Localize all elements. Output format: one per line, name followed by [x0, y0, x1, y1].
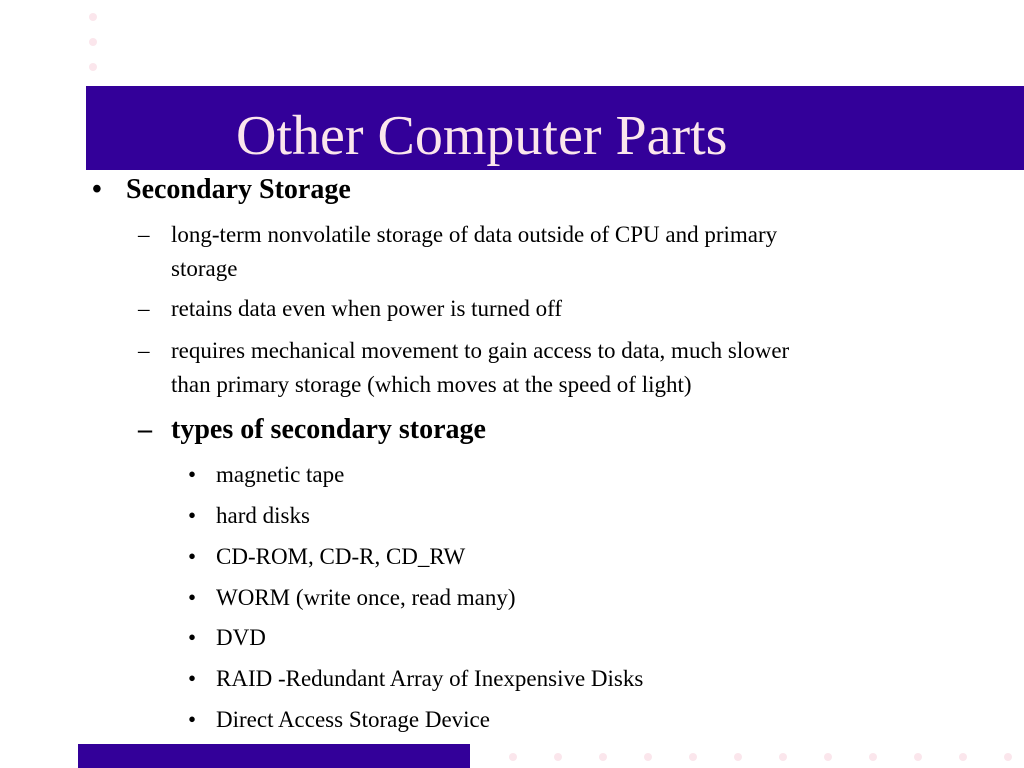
decorative-dot — [734, 753, 742, 761]
decorative-dot — [914, 753, 922, 761]
decorative-dot — [89, 38, 97, 46]
decorative-dot — [89, 13, 97, 21]
storage-type-item: magnetic tape — [216, 462, 345, 487]
decorative-dot — [554, 753, 562, 761]
bullet-glyph: • — [188, 666, 197, 691]
storage-type-item: CD-ROM, CD-R, CD_RW — [216, 544, 466, 569]
storage-type-item: hard disks — [216, 503, 310, 528]
decorative-dot — [779, 753, 787, 761]
sub-item-text: long-term nonvolatile storage of data outside of CPU and primary — [171, 222, 778, 247]
sub-item-text: than primary storage (which moves at the speed of light) — [171, 372, 692, 397]
decorative-dot — [89, 63, 97, 71]
dash-glyph: – — [138, 296, 150, 321]
decorative-dot — [689, 753, 697, 761]
decorative-dot — [824, 753, 832, 761]
sub-item-text: storage — [171, 256, 238, 281]
bullet-glyph: • — [188, 707, 197, 732]
decorative-dot — [869, 753, 877, 761]
sub-item-text: requires mechanical movement to gain access to data, much slower — [171, 338, 790, 363]
decorative-dot — [509, 753, 517, 761]
bullet-glyph: • — [188, 585, 197, 610]
bullet-glyph: • — [188, 503, 197, 528]
bullet-glyph: • — [188, 462, 197, 487]
types-heading: types of secondary storage — [171, 414, 486, 445]
decorative-dot — [599, 753, 607, 761]
storage-type-item: Direct Access Storage Device — [216, 707, 490, 732]
slide-title: Other Computer Parts — [236, 105, 728, 167]
decorative-dot — [959, 753, 967, 761]
bottom-band — [78, 744, 470, 768]
bullet-glyph: • — [92, 174, 102, 205]
decorative-dot — [1004, 753, 1012, 761]
dash-glyph: – — [138, 338, 150, 363]
dash-glyph: – — [138, 222, 150, 247]
main-bullet-text: Secondary Storage — [126, 174, 351, 205]
decorative-dot — [644, 753, 652, 761]
storage-type-item: DVD — [216, 625, 266, 650]
sub-item-text: retains data even when power is turned off — [171, 296, 563, 321]
storage-type-item: RAID -Redundant Array of Inexpensive Disks — [216, 666, 644, 691]
storage-type-item: WORM (write once, read many) — [216, 585, 516, 610]
bullet-glyph: • — [188, 625, 197, 650]
bullet-glyph: • — [188, 544, 197, 569]
dash-glyph: – — [138, 414, 152, 445]
